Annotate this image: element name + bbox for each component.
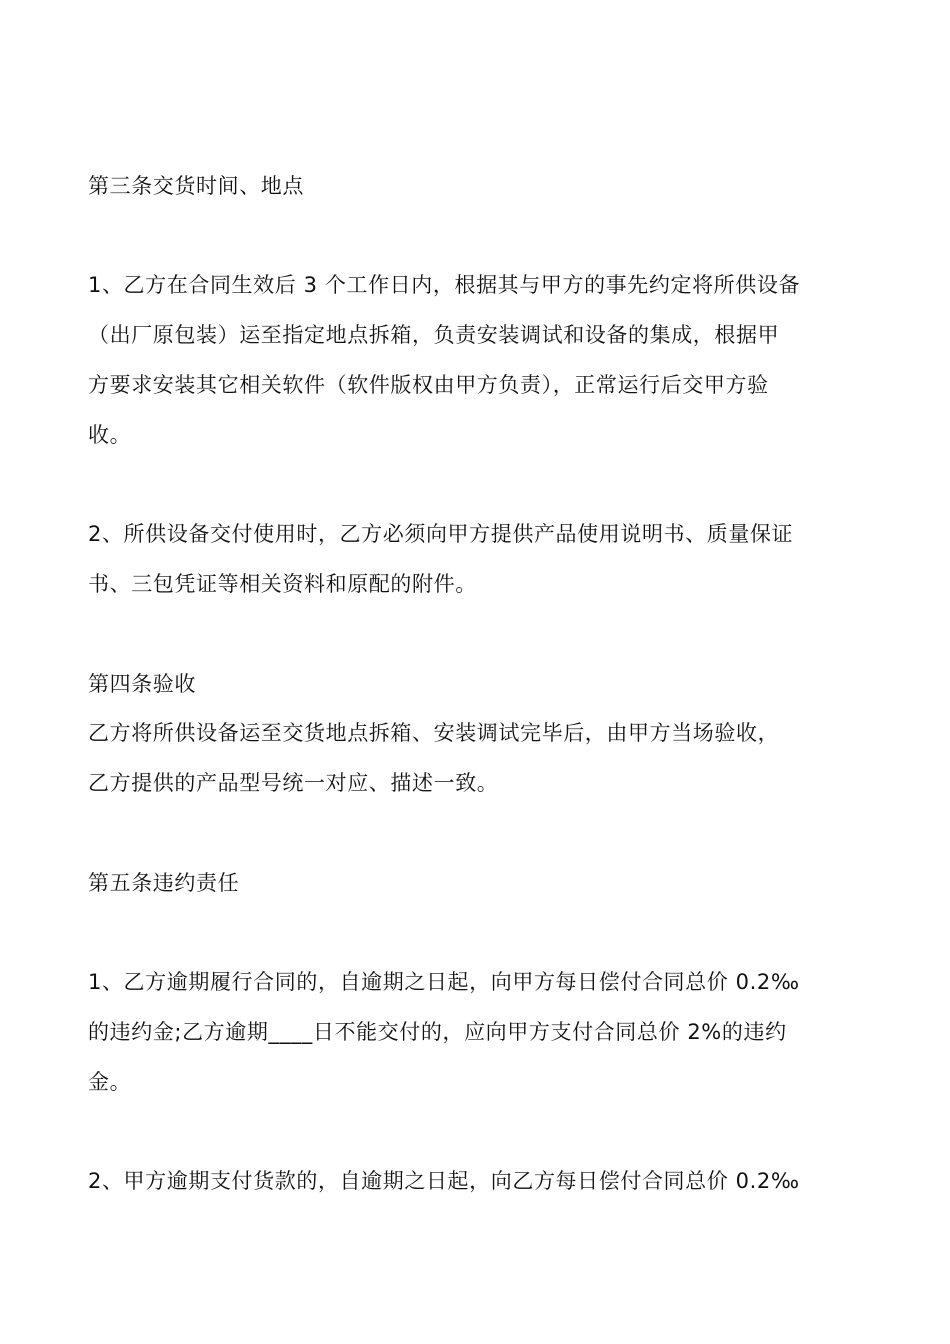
section-5-heading: 第五条违约责任 — [88, 871, 240, 895]
section-5-item-1-line-1: 1、乙方逾期履行合同的，自逾期之日起，向甲方每日偿付合同总价 0.2‰ — [88, 970, 800, 994]
section-4-body-line-2: 乙方提供的产品型号统一对应、描述一致。 — [88, 771, 499, 795]
section-4-heading: 第四条验收 — [88, 672, 196, 696]
section-3-item-2-line-1: 2、所供设备交付使用时，乙方必须向甲方提供产品使用说明书、质量保证 — [88, 522, 794, 546]
section-3-heading: 第三条交货时间、地点 — [88, 174, 304, 198]
section-3-item-1-line-1: 1、乙方在合同生效后 3 个工作日内，根据其与甲方的事先约定将所供设备 — [88, 273, 801, 297]
section-3-item-1-line-4: 收。 — [88, 423, 132, 447]
section-3-item-2-line-2: 书、三包凭证等相关资料和原配的附件。 — [88, 572, 477, 596]
section-4-body-line-1: 乙方将所供设备运至交货地点拆箱、安装调试完毕后，由甲方当场验收， — [88, 721, 780, 745]
section-5-item-1-line-3: 金。 — [88, 1070, 132, 1094]
section-3-item-1-line-3: 方要求安装其它相关软件（软件版权由甲方负责），正常运行后交甲方验 — [88, 373, 769, 397]
section-3-item-1-line-2: （出厂原包装）运至指定地点拆箱，负责安装调试和设备的集成，根据甲 — [88, 323, 780, 347]
section-5-item-1-line-2: 的违约金;乙方逾期____日不能交付的，应向甲方支付合同总价 2%的违约 — [88, 1020, 787, 1044]
section-5-item-2-line-1: 2、甲方逾期支付货款的，自逾期之日起，向乙方每日偿付合同总价 0.2‰ — [88, 1169, 800, 1193]
